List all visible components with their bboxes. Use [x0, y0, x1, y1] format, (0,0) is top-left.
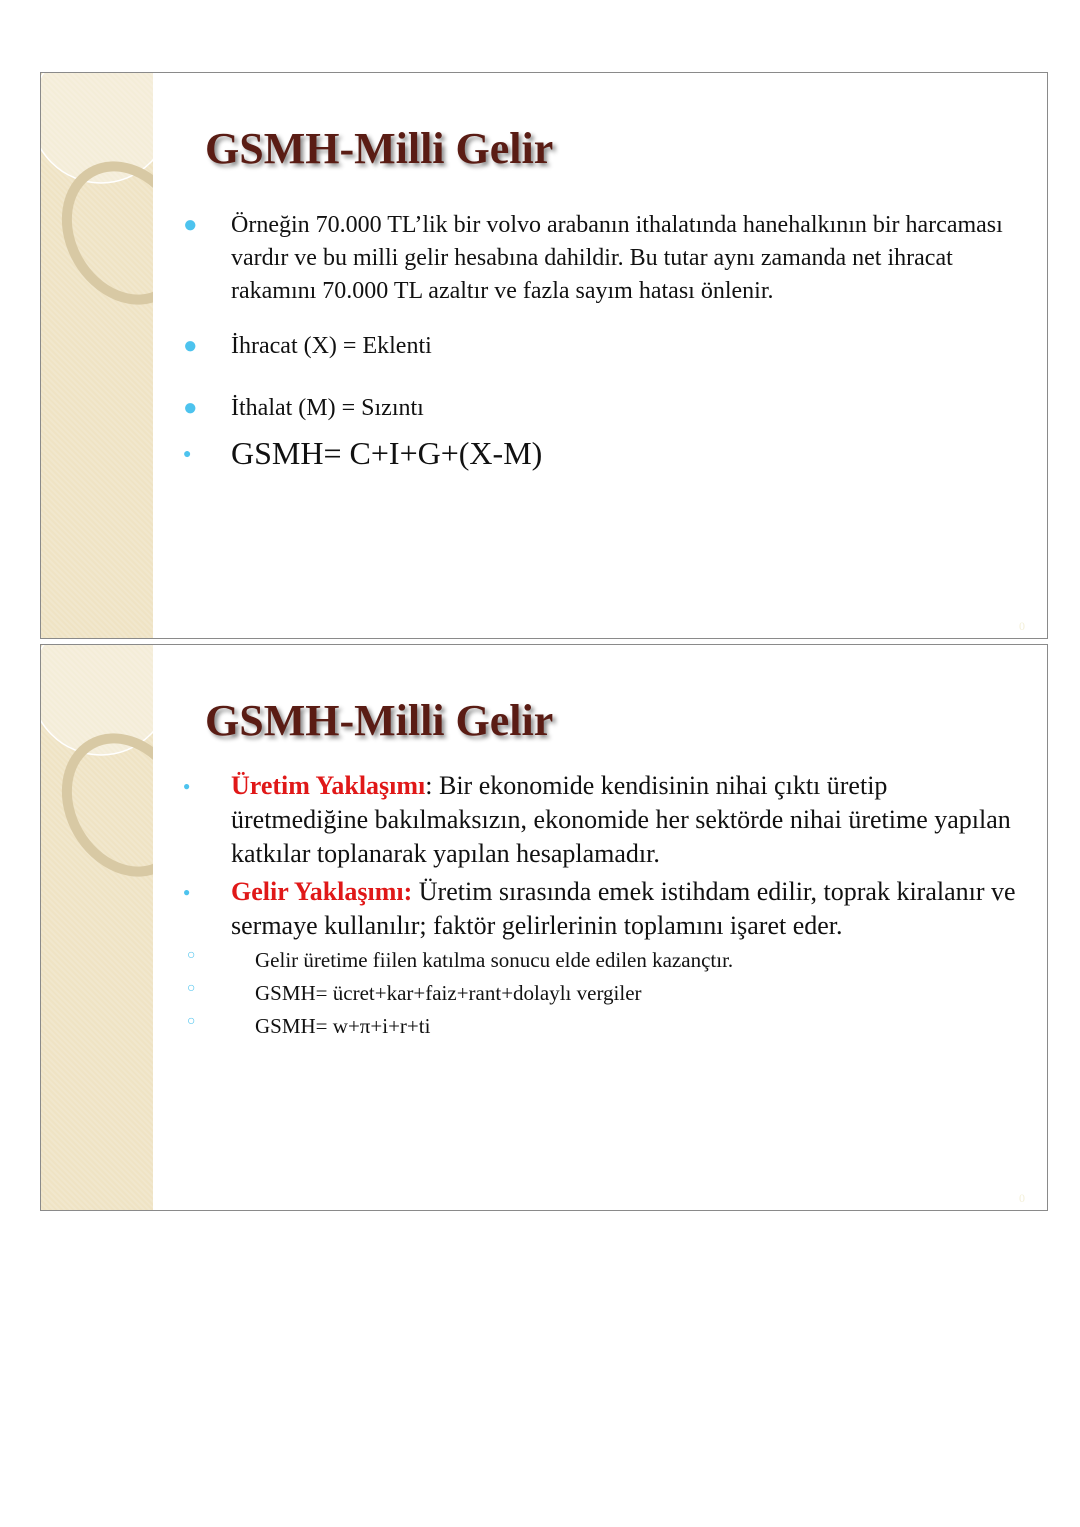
page-number: 0	[1019, 1191, 1025, 1205]
sub-bullet-item: ○ GSMH= ücret+kar+faiz+rant+dolaylı vergiler	[187, 981, 642, 1005]
page-number: 0	[1019, 619, 1025, 633]
bullet-item: ● İhracat (X) = Eklenti	[183, 333, 432, 359]
bullet-item: ● Gelir Yaklaşımı: Üretim sırasında emek istihdam edilir, toprak kiralanır ve sermaye kullanılır; faktör gelirlerinin toplamını işaret eder.	[183, 877, 1016, 940]
bullet-item: ● Üretim Yaklaşımı: Bir ekonomide kendisinin nihai çıktı üretip üretmediğine bakılmaksızın, ekonomide her sektörde nihai üretime yapılan katkılar toplanarak yapılan hesaplamadır.	[183, 771, 1011, 868]
slide-title: GSMH-Milli Gelir	[205, 124, 554, 173]
slide-1	[40, 72, 1048, 639]
sub-bullet-item: ○ Gelir üretime fiilen katılma sonucu elde edilen kazançtır.	[187, 948, 734, 972]
bullet-text: : Bir ekonomide kendisinin nihai çıktı üretip üretmediğine bakılmaksızın, ekonomide her sektörde nihai üretime yapılan katkılar toplanarak yapılan hesaplamadır.	[231, 771, 1011, 868]
bullet-text: GSMH= w+π+i+r+ti	[255, 1014, 431, 1038]
bullet-text: İthalat (M) = Sızıntı	[231, 395, 424, 421]
slide-title: GSMH-Milli Gelir	[205, 696, 554, 745]
bullet-item: ● GSMH= C+I+G+(X-M)	[183, 435, 543, 471]
bullet-text: Örneğin 70.000 TL’lik bir volvo arabanın ithalatında hanehalkının bir harcaması vardır ve bu milli gelir hesabına dahildir. Bu tutar aynı zamanda net ihracat rakamını 70.000 TL azaltır ve fazla sayım hatası önlenir.	[231, 212, 1003, 304]
decorative-strip	[41, 645, 153, 1210]
bullet-text: İhracat (X) = Eklenti	[231, 333, 432, 359]
bullet-term: Üretim Yaklaşımı	[231, 771, 426, 800]
bullet-text: Üretim sırasında emek istihdam edilir, toprak kiralanır ve sermaye kullanılır; faktör gelirlerinin toplamını işaret eder.	[231, 877, 1016, 940]
bullet-term: Gelir Yaklaşımı:	[231, 877, 413, 906]
bullet-text: GSMH= C+I+G+(X-M)	[231, 435, 543, 471]
bullet-text: Gelir üretime fiilen katılma sonucu elde edilen kazançtır.	[255, 948, 734, 972]
bullet-text: GSMH= ücret+kar+faiz+rant+dolaylı vergiler	[255, 981, 642, 1005]
decorative-strip	[41, 73, 153, 638]
bullet-item: ● Örneğin 70.000 TL’lik bir volvo arabanın ithalatında hanehalkının bir harcaması vardır ve bu milli gelir hesabına dahildir. Bu tutar aynı zamanda net ihracat rakamını 70.000 TL azaltır ve fazla sayım hatası önlenir.	[183, 212, 1003, 304]
slide-2	[40, 644, 1048, 1211]
bullet-item: ● İthalat (M) = Sızıntı	[183, 395, 424, 421]
sub-bullet-item: ○ GSMH= w+π+i+r+ti	[187, 1014, 431, 1038]
